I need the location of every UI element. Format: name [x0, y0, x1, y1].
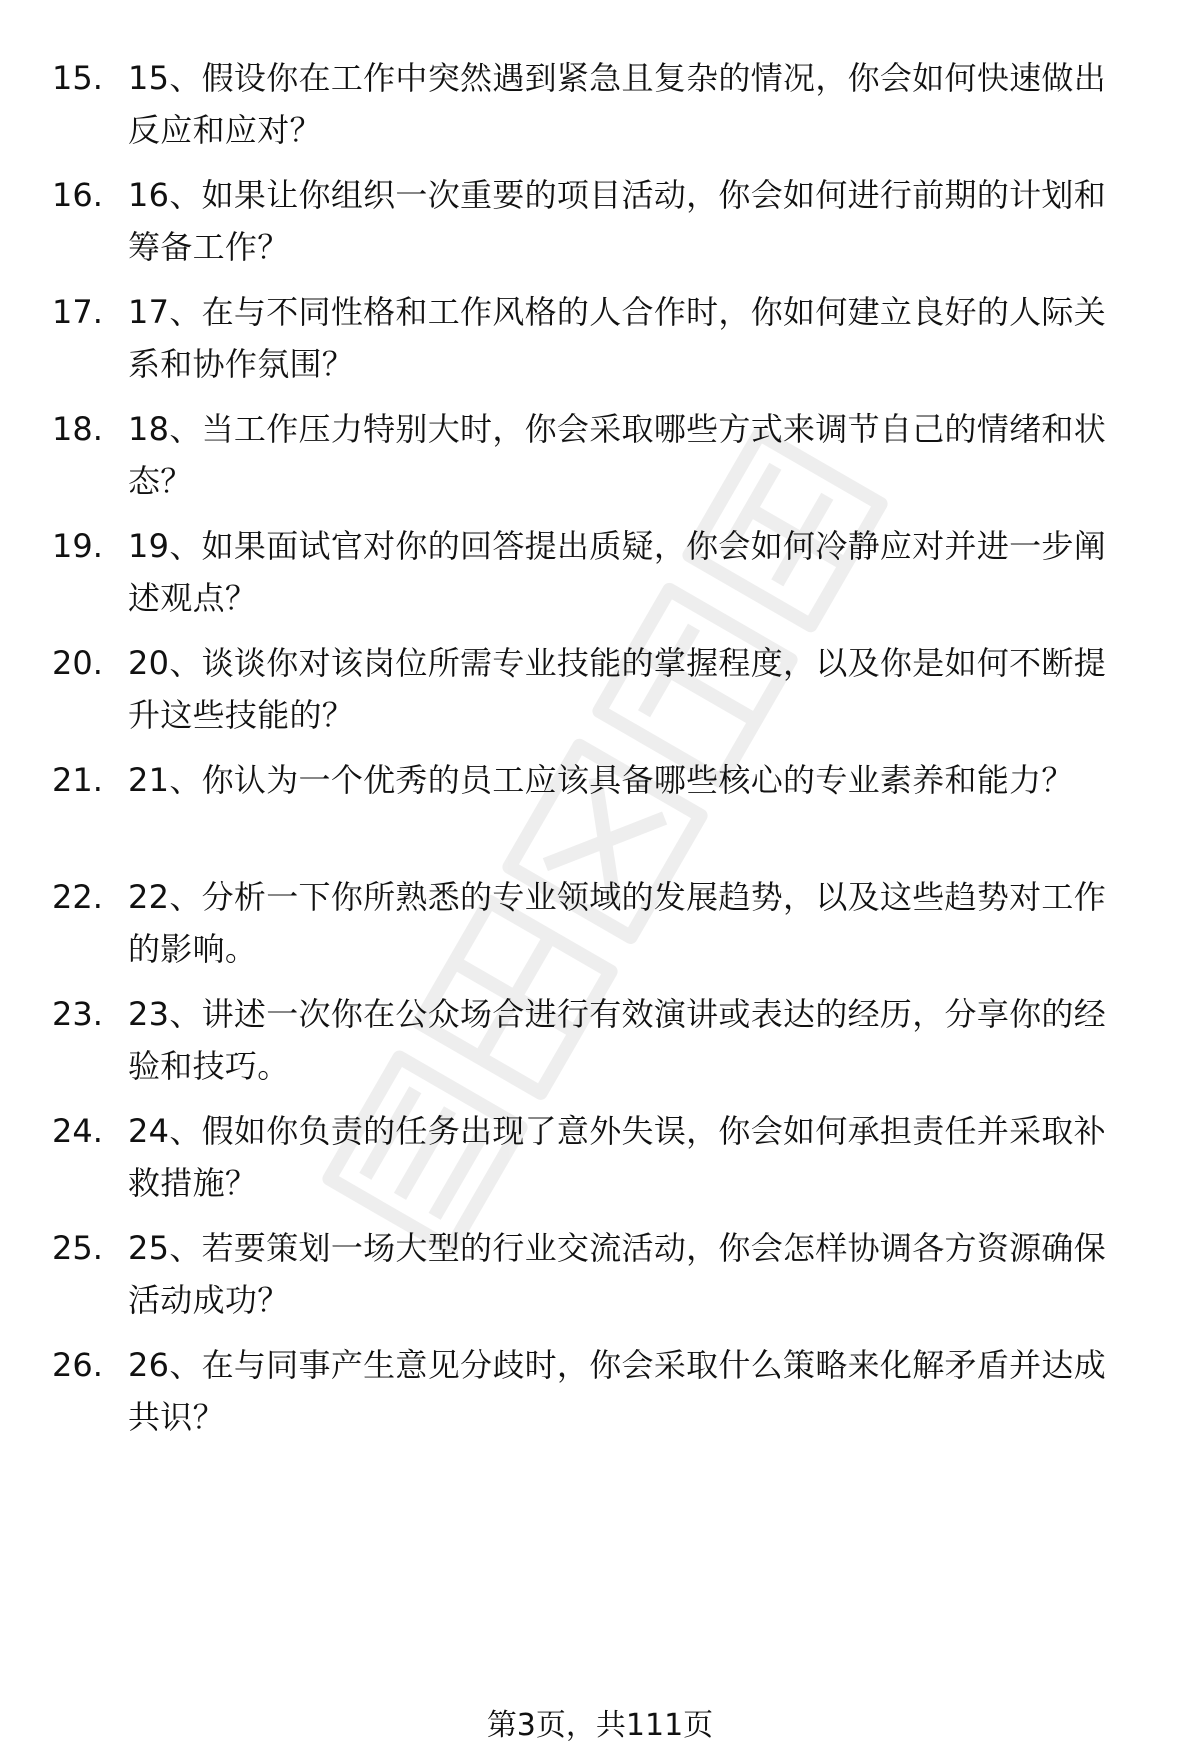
- question-text: 24、假如你负责的任务出现了意外失误，你会如何承担责任并采取补救措施？: [128, 1112, 1107, 1202]
- question-number: 25.: [52, 1229, 103, 1267]
- question-text: 22、分析一下你所熟悉的专业领域的发展趋势，以及这些趋势对工作的影响。: [128, 878, 1107, 968]
- list-item: [52, 871, 1152, 971]
- question-number: 19.: [52, 527, 103, 565]
- question-number: 17.: [52, 293, 103, 331]
- question-number: 26.: [52, 1346, 103, 1384]
- list-item: [52, 52, 1152, 152]
- question-text: 25、若要策划一场大型的行业交流活动，你会怎样协调各方资源确保活动成功？: [128, 1229, 1107, 1319]
- question-number: 21.: [52, 761, 103, 799]
- list-item: [52, 1339, 1152, 1439]
- question-text: 26、在与同事产生意见分歧时，你会采取什么策略来化解矛盾并达成共识？: [128, 1346, 1107, 1436]
- list-item: [52, 988, 1152, 1088]
- question-text: 17、在与不同性格和工作风格的人合作时，你如何建立良好的人际关系和协作氛围？: [128, 293, 1107, 383]
- question-number: 16.: [52, 176, 103, 214]
- question-text: 23、讲述一次你在公众场合进行有效演讲或表达的经历，分享你的经验和技巧。: [128, 995, 1107, 1085]
- list-item: [52, 1105, 1152, 1205]
- question-text: 16、如果让你组织一次重要的项目活动，你会如何进行前期的计划和筹备工作？: [128, 176, 1107, 266]
- question-text: 15、假设你在工作中突然遇到紧急且复杂的情况，你会如何快速做出反应和应对？: [128, 59, 1107, 149]
- page-footer: [0, 1706, 1200, 1746]
- page-number-label: 第3页，共111页: [486, 1708, 714, 1743]
- question-number: 24.: [52, 1112, 103, 1150]
- question-number: 20.: [52, 644, 103, 682]
- list-item: [52, 286, 1152, 386]
- question-text: 20、谈谈你对该岗位所需专业技能的掌握程度，以及你是如何不断提升这些技能的？: [128, 644, 1107, 734]
- question-number: 18.: [52, 410, 103, 448]
- list-item: [52, 637, 1152, 737]
- list-item: [52, 754, 1152, 854]
- list-item: [52, 520, 1152, 620]
- question-number: 22.: [52, 878, 103, 916]
- question-number: 23.: [52, 995, 103, 1033]
- list-item: [52, 169, 1152, 269]
- question-text: 19、如果面试官对你的回答提出质疑，你会如何冷静应对并进一步阐述观点？: [128, 527, 1107, 617]
- list-item: [52, 1222, 1152, 1322]
- question-text: 21、你认为一个优秀的员工应该具备哪些核心的专业素养和能力？: [128, 761, 1074, 799]
- question-number: 15.: [52, 59, 103, 97]
- list-item: [52, 403, 1152, 503]
- question-text: 18、当工作压力特别大时，你会采取哪些方式来调节自己的情绪和状态？: [128, 410, 1107, 500]
